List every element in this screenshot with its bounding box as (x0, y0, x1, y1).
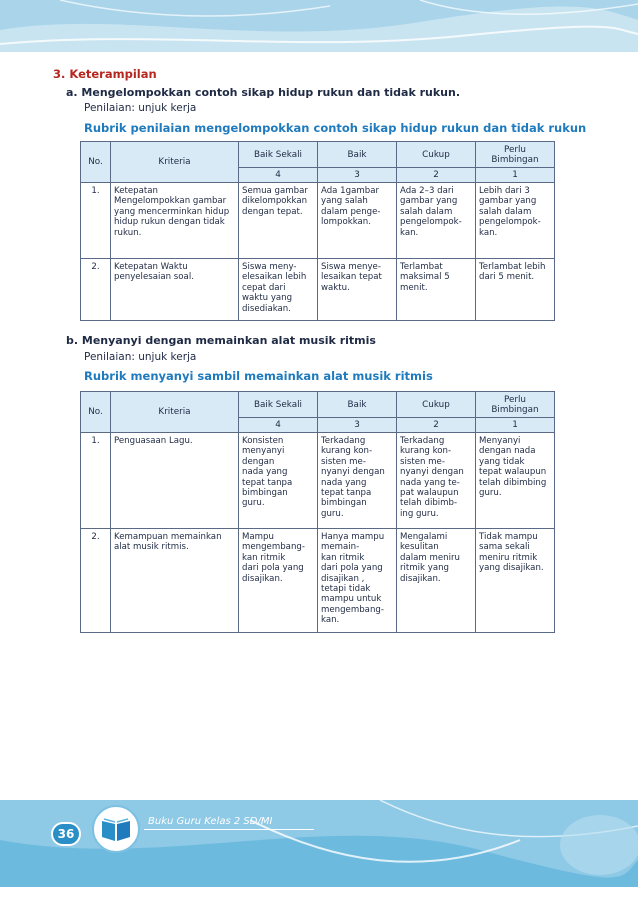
row-cell: Tidak mampu sama sekali meniru ritmik yang disajikan. (476, 529, 555, 633)
header-score: 3 (318, 168, 397, 183)
row-number: 2. (81, 529, 111, 633)
row-number: 2. (81, 259, 111, 321)
part-b-method: Penilaian: unjuk kerja (84, 351, 197, 363)
row-kriteria: Ketepatan Waktu penyelesaian soal. (111, 259, 239, 321)
open-book-icon (100, 815, 132, 843)
row-cell: Mampu mengembang- kan ritmik dari pola yang disajikan. (239, 529, 318, 633)
header-score: 1 (476, 418, 555, 433)
row-cell: Siswa meny- elesaikan lebih cepat dari waktu yang disediakan. (239, 259, 318, 321)
header-kriteria: Kriteria (111, 392, 239, 433)
row-kriteria: Penguasaan Lagu. (111, 433, 239, 529)
header-score: 4 (239, 168, 318, 183)
footer-divider (144, 829, 314, 830)
header-level: Baik (318, 392, 397, 418)
table-row (81, 433, 555, 529)
row-cell: Mengalami kesulitan dalam meniru ritmik yang disajikan. (397, 529, 476, 633)
part-b-rubric-title: Rubrik menyanyi sambil memainkan alat musik ritmis (84, 369, 433, 383)
header-level: Perlu Bimbingan (476, 142, 555, 168)
section-title: 3. Keterampilan (53, 67, 157, 81)
row-cell: Lebih dari 3 gambar yang salah dalam pengelompok- kan. (476, 183, 555, 259)
header-score: 1 (476, 168, 555, 183)
row-cell: Menyanyi dengan nada yang tidak tepat walaupun telah dibimbing guru. (476, 433, 555, 529)
header-score: 2 (397, 418, 476, 433)
row-cell: Semua gambar dikelompokkan dengan tepat. (239, 183, 318, 259)
part-a-rubric-title: Rubrik penilaian mengelompokkan contoh sikap hidup rukun dan tidak rukun (84, 121, 587, 135)
page-number: 36 (51, 822, 81, 846)
row-cell: Ada 1gambar yang salah dalam penge- lompokkan. (318, 183, 397, 259)
row-cell: Terkadang kurang kon- sisten me- nyanyi dengan nada yang te- pat walaupun telah dibimb- ing guru. (397, 433, 476, 529)
book-badge (92, 805, 140, 853)
header-no: No. (81, 392, 111, 433)
header-score: 2 (397, 168, 476, 183)
header-level: Baik Sekali (239, 142, 318, 168)
row-cell: Ada 2–3 dari gambar yang salah dalam pengelompok- kan. (397, 183, 476, 259)
row-cell: Siswa menye- lesaikan tepat waktu. (318, 259, 397, 321)
table-row (81, 183, 555, 259)
header-score: 4 (239, 418, 318, 433)
rubric-table-b (80, 391, 555, 633)
bottom-white-strip (0, 887, 638, 903)
row-cell: Konsisten menyanyi dengan nada yang tepat tanpa bimbingan guru. (239, 433, 318, 529)
header-kriteria: Kriteria (111, 142, 239, 183)
header-level: Baik (318, 142, 397, 168)
table-row (81, 529, 555, 633)
header-level: Cukup (397, 392, 476, 418)
row-cell: Terlambat lebih dari 5 menit. (476, 259, 555, 321)
row-cell: Terlambat maksimal 5 menit. (397, 259, 476, 321)
part-a-method: Penilaian: unjuk kerja (84, 102, 197, 114)
header-no: No. (81, 142, 111, 183)
footer-title: Buku Guru Kelas 2 SD/MI (148, 816, 273, 827)
rubric-table-a (80, 141, 555, 321)
header-level: Baik Sekali (239, 392, 318, 418)
row-kriteria: Ketepatan Mengelompokkan gambar yang mencerminkan hidup hidup rukun dengan tidak rukun. (111, 183, 239, 259)
row-cell: Terkadang kurang kon- sisten me- nyanyi dengan nada yang tepat tanpa bimbingan guru. (318, 433, 397, 529)
part-b-title: b. Menyanyi dengan memainkan alat musik ritmis (66, 334, 376, 347)
header-level: Cukup (397, 142, 476, 168)
table-row (81, 259, 555, 321)
row-cell: Hanya mampu memain- kan ritmik dari pola yang disajikan , tetapi tidak mampu untuk mengembang- kan. (318, 529, 397, 633)
header-score: 3 (318, 418, 397, 433)
top-decor-band (0, 0, 638, 52)
row-number: 1. (81, 433, 111, 529)
part-a-title: a. Mengelompokkan contoh sikap hidup rukun dan tidak rukun. (66, 86, 460, 99)
row-kriteria: Kemampuan memainkan alat musik ritmis. (111, 529, 239, 633)
row-number: 1. (81, 183, 111, 259)
wave-decor-icon (0, 0, 638, 52)
header-level: Perlu Bimbingan (476, 392, 555, 418)
